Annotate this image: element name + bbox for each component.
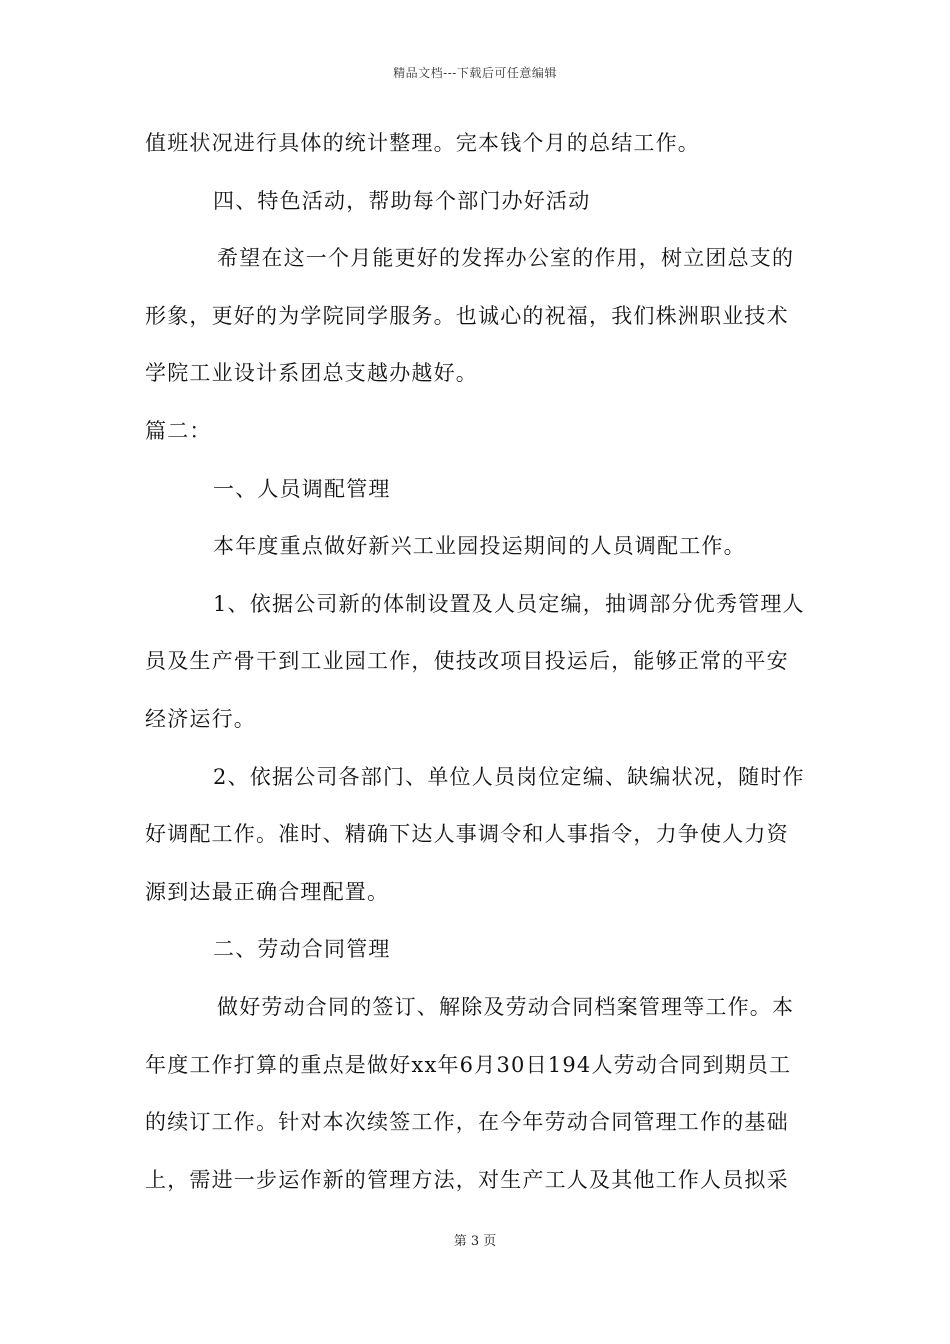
page-number: 第 3 页 — [453, 1234, 497, 1249]
document-body — [145, 130, 805, 1224]
page-header: 精品文档---下载后可任意编辑 — [393, 66, 557, 80]
text-line: 源到达最正确合理配置。 — [145, 879, 390, 904]
text-line: 1、依据公司新的体制设置及人员定编，抽调部分优秀管理人 — [213, 591, 805, 616]
text-line: 本年度重点做好新兴工业园投运期间的人员调配工作。 — [213, 534, 746, 559]
text-line: 形象，更好的为学院同学服务。也诚心的祝福，我们株洲职业技术 — [145, 303, 789, 328]
text-line: 2、依据公司各部门、单位人员岗位定编、缺编状况，随时作 — [213, 764, 805, 789]
text-line: 希望在这一个月能更好的发挥办公室的作用，树立团总支的 — [217, 246, 795, 271]
text-line: 做好劳动合同的签订、解除及劳动合同档案管理等工作。本 — [217, 994, 795, 1019]
text-line: 经济运行。 — [145, 706, 256, 731]
text-line: 员及生产骨干到工业园工作，使技改项目投运后，能够正常的平安 — [145, 649, 789, 674]
text-line: 值班状况进行具体的统计整理。完本钱个月的总结工作。 — [145, 131, 700, 155]
text-line: 四、特色活动，帮助每个部门办好活动 — [213, 188, 591, 213]
text-line: 上，需进一步运作新的管理方法，对生产工人及其他工作人员拟采 — [145, 1167, 789, 1192]
text-line: 二、劳动合同管理 — [213, 937, 391, 962]
text-line: 的续订工作。针对本次续签工作，在今年劳动合同管理工作的基础 — [145, 1110, 789, 1135]
section-heading: 篇二： — [145, 418, 212, 443]
text-line: 学院工业设计系团总支越办越好。 — [145, 361, 478, 386]
text-line: 好调配工作。准时、精确下达人事调令和人事指令，力争使人力资 — [145, 822, 789, 847]
text-line: 年度工作打算的重点是做好xx年6月30日194人劳动合同到期员工 — [145, 1052, 792, 1077]
text-line: 一、人员调配管理 — [213, 476, 391, 501]
